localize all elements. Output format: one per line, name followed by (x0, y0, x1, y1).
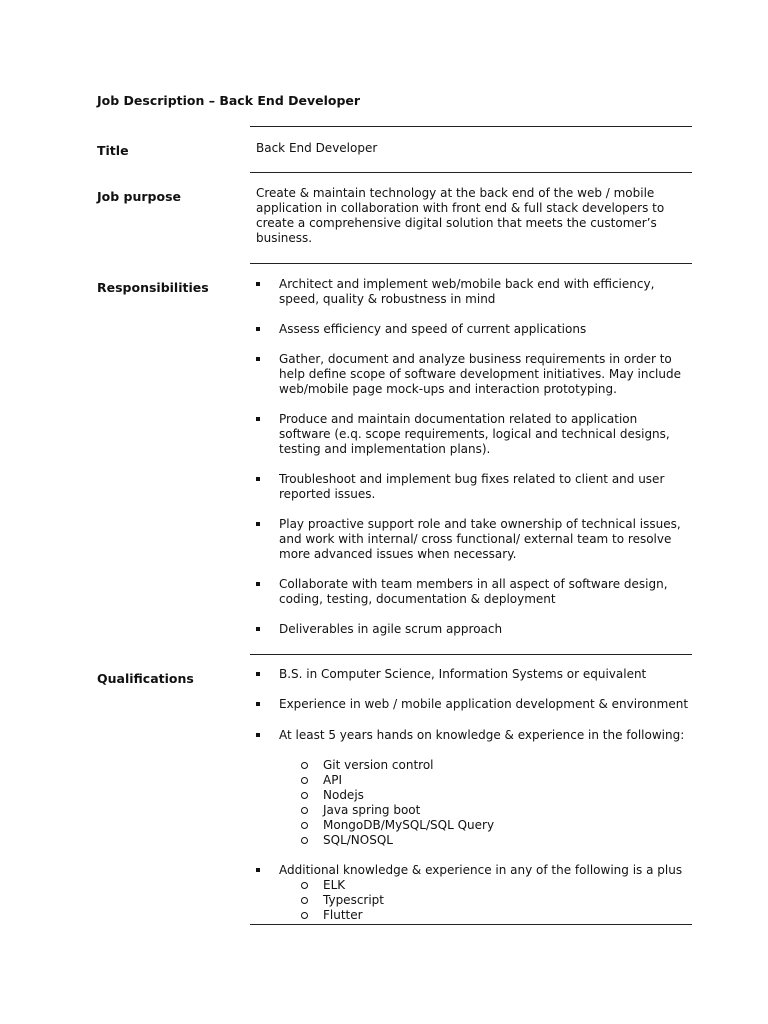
document-title: Job Description – Back End Developer (97, 93, 361, 108)
title-value: Back End Developer (256, 141, 378, 155)
bullet-square-icon (256, 868, 260, 872)
bullet-circle-icon (301, 792, 308, 799)
bullet-square-icon (256, 282, 260, 286)
bullet-square-icon (256, 522, 260, 526)
bullet-square-icon (256, 702, 260, 706)
bullet-circle-icon (301, 897, 308, 904)
job-purpose-label: Job purpose (97, 189, 182, 204)
divider-top (250, 126, 692, 127)
bullet-square-icon (256, 327, 260, 331)
bullet-circle-icon (301, 807, 308, 814)
qualifications-label: Qualifications (97, 671, 194, 686)
bullet-circle-icon (301, 912, 308, 919)
title-label: Title (97, 143, 129, 158)
bullet-circle-icon (301, 762, 308, 769)
bullet-square-icon (256, 733, 260, 737)
bullet-circle-icon (301, 777, 308, 784)
bullet-circle-icon (301, 837, 308, 844)
bullet-square-icon (256, 627, 260, 631)
bullet-square-icon (256, 357, 260, 361)
job-purpose-value: Create & maintain technology at the back end of the web / mobile application in collaboration with front end & full stack developers to create a comprehensive digital solution that meets the customer’s business. (256, 186, 665, 245)
divider-purpose (250, 263, 692, 264)
divider-responsibilities (250, 654, 692, 655)
responsibilities-label: Responsibilities (97, 280, 209, 295)
bullet-square-icon (256, 477, 260, 481)
divider-title (250, 172, 692, 173)
bullet-circle-icon (301, 822, 308, 829)
divider-bottom (250, 924, 692, 925)
bullet-square-icon (256, 672, 260, 676)
bullet-circle-icon (301, 882, 308, 889)
bullet-square-icon (256, 417, 260, 421)
bullet-square-icon (256, 582, 260, 586)
